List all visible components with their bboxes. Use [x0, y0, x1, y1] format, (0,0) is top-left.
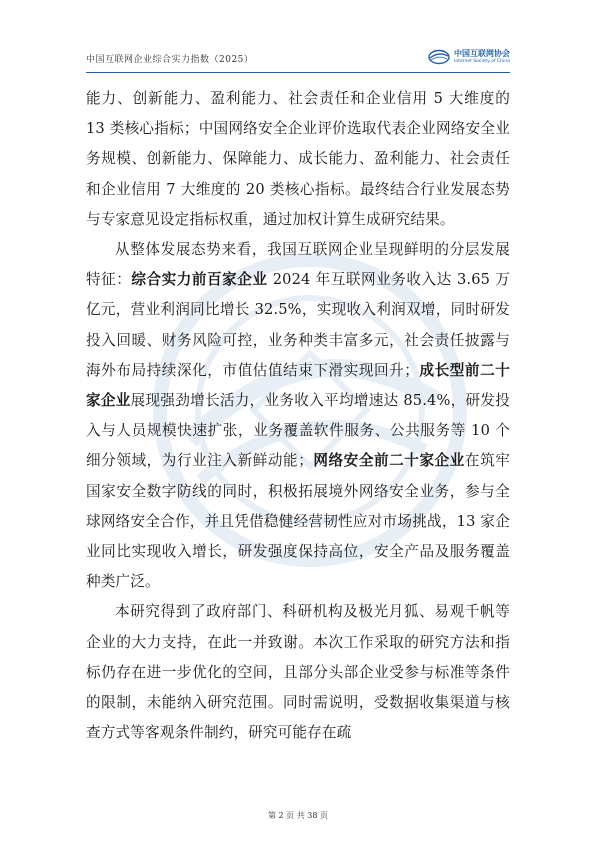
paragraph-2-security20-text: 在筑牢国家安全数字防线的同时，积极拓展境外网络安全业务，参与全球网络安全合作，并且凭借稳健经营韧性应对市场挑战，13 家企业同比实现收入增长，研发强度保持高位，安全产品及服务覆盖种类广泛。 — [86, 452, 510, 591]
highlight-security20: 网络安全前二十家企业 — [312, 452, 465, 470]
page-number: 第 2 页 共 38 页 — [268, 811, 328, 820]
highlight-top100: 综合实力前百家企业 — [131, 271, 268, 289]
page-footer — [0, 810, 596, 821]
header-title: 中国互联网企业综合实力指数（2025） — [86, 55, 254, 65]
paragraph-2-growth20-text: 展现强劲增长活力，业务收入平均增速达 85.4%，研发投入与人员规模快速扩张，业务覆盖软件服务、公共服务等 10 个细分领域，为行业注入新鲜动能； — [86, 392, 511, 470]
highlight-growth20: 成长型前二十家企业 — [86, 361, 510, 410]
paragraph-2 — [86, 235, 510, 597]
paragraph-2-top100-text: 2024 年互联网业务收入达 3.65 万亿元，营业利润同比增长 32.5%，实现收入利润双增，同时研发投入回暖、财务风险可控，业务种类丰富多元，社会责任披露与海外布局持续深化，市值估值结束下滑实现回升； — [86, 271, 510, 379]
body-text — [86, 84, 510, 748]
logo-text-cn: 中国互联网协会 — [454, 48, 510, 58]
paragraph-3: 本研究得到了政府部门、科研机构及极光月狐、易观千帆等企业的大力支持，在此一并致谢。本次工作采取的研究方法和指标仍存在进一步优化的空间，且部分头部企业受参与标准等条件的限制，未能纳入研究范围。同时需说明，受数据收集渠道与核查方式等客观条件制约，研究可能存在疏 — [86, 603, 510, 742]
page-header — [86, 46, 510, 73]
isc-logo-icon — [428, 49, 450, 65]
paragraph-1: 能力、创新能力、盈利能力、社会责任和企业信用 5 大维度的 13 类核心指标；中国网络安全企业评价选取代表企业网络安全业务规模、创新能力、保障能力、成长能力、盈利能力、社会责任和企业信用 7 大维度的 20 类核心指标。最终结合行业发展态势与专家意见设定指标权重，通过加权计算生成研究结果。 — [86, 90, 510, 228]
isc-logo — [428, 46, 510, 68]
logo-text-en: Internet Society of China — [454, 58, 510, 64]
paragraph-2-intro: 从整体发展态势来看，我国互联网企业呈现鲜明的分层发展特征： — [86, 241, 510, 289]
